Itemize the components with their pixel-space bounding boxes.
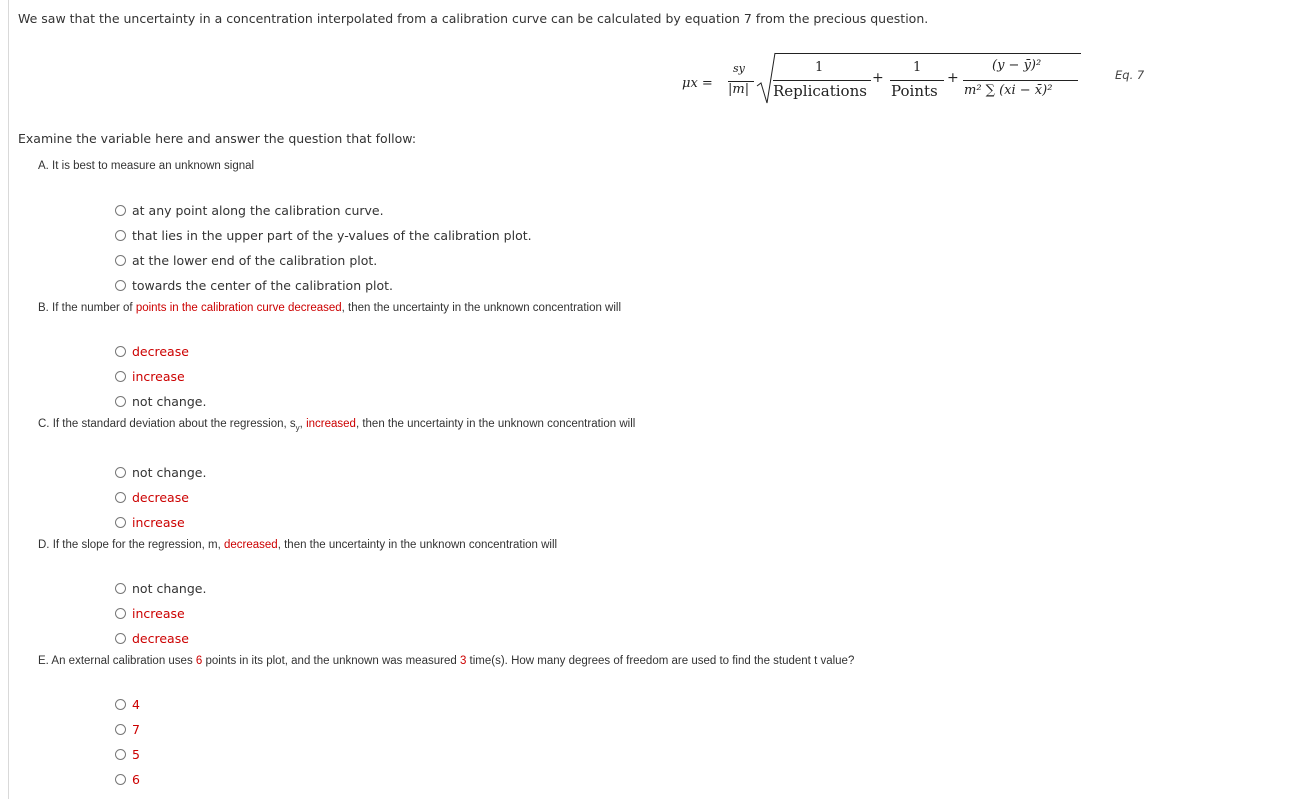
term3-den: m² ∑ (xi − x̄)²	[964, 83, 1053, 98]
question-d-highlight: decreased	[224, 539, 278, 551]
option-e4[interactable]: 6	[115, 772, 140, 787]
left-border	[8, 0, 9, 799]
question-e-text: E. An external calibration uses 6 points in its plot, and the unknown was measured 3 time(s). How many degrees of freedom are used to find the student t value?	[38, 655, 855, 667]
question-c-highlight: increased	[306, 418, 356, 430]
examine-text: Examine the variable here and answer the question that follow:	[18, 131, 417, 146]
question-c-text: C. If the standard deviation about the regression, $s_y$, increased, then the uncertainty in the unknown concentration will	[38, 418, 636, 433]
radio-icon[interactable]	[115, 255, 126, 266]
equation-7	[680, 50, 1090, 110]
question-b-text: B. If the number of points in the calibration curve decreased, then the uncertainty in the unknown concentration will	[38, 302, 622, 314]
question-e-points: 6	[195, 655, 203, 667]
option-b3[interactable]: not change.	[115, 394, 206, 409]
radio-icon[interactable]	[115, 230, 126, 241]
equation-label: Eq. 7	[1115, 68, 1145, 82]
term1-den: Replications	[773, 82, 867, 100]
option-e2[interactable]: 7	[115, 722, 140, 737]
question-a-text: A. It is best to measure an unknown signal	[38, 160, 255, 172]
option-c2[interactable]: decrease	[115, 490, 189, 505]
radio-icon[interactable]	[115, 608, 126, 619]
option-b1[interactable]: decrease	[115, 344, 189, 359]
radio-icon[interactable]	[115, 583, 126, 594]
plus-1: +	[872, 70, 884, 86]
radio-icon[interactable]	[115, 205, 126, 216]
question-e-reps: 3	[459, 655, 467, 667]
option-a2[interactable]: that lies in the upper part of the y-values of the calibration plot.	[115, 228, 532, 243]
option-b2[interactable]: increase	[115, 369, 185, 384]
radio-icon[interactable]	[115, 371, 126, 382]
equation-m-abs: |m|	[728, 82, 750, 97]
radio-icon[interactable]	[115, 749, 126, 760]
radio-icon[interactable]	[115, 774, 126, 785]
radio-icon[interactable]	[115, 699, 126, 710]
question-b-highlight: points in the calibration curve decreased	[135, 302, 342, 314]
question-d-text: D. If the slope for the regression, m, decreased, then the uncertainty in the unknown concentration will	[38, 539, 558, 551]
option-a3[interactable]: at the lower end of the calibration plot.	[115, 253, 377, 268]
plus-2: +	[947, 70, 959, 86]
option-d3[interactable]: decrease	[115, 631, 189, 646]
option-e3[interactable]: 5	[115, 747, 140, 762]
radio-icon[interactable]	[115, 517, 126, 528]
equation-sy: sy	[733, 62, 745, 75]
option-e1[interactable]: 4	[115, 697, 140, 712]
radio-icon[interactable]	[115, 346, 126, 357]
intro-text: We saw that the uncertainty in a concentration interpolated from a calibration curve can be calculated by equation 7 from the precious question.	[18, 11, 929, 26]
radio-icon[interactable]	[115, 633, 126, 644]
radio-icon[interactable]	[115, 724, 126, 735]
radio-icon[interactable]	[115, 492, 126, 503]
radio-icon[interactable]	[115, 467, 126, 478]
radio-icon[interactable]	[115, 280, 126, 291]
option-c3[interactable]: increase	[115, 515, 185, 530]
radio-icon[interactable]	[115, 396, 126, 407]
option-a1[interactable]: at any point along the calibration curve.	[115, 203, 384, 218]
option-a4[interactable]: towards the center of the calibration plot.	[115, 278, 393, 293]
option-c1[interactable]: not change.	[115, 465, 206, 480]
term1-num: 1	[815, 60, 824, 75]
option-d2[interactable]: increase	[115, 606, 185, 621]
equation-lhs: μx =	[682, 76, 713, 91]
option-d1[interactable]: not change.	[115, 581, 206, 596]
term2-num: 1	[913, 60, 922, 75]
term2-den: Points	[891, 82, 938, 100]
term3-num: (y − ȳ)²	[992, 58, 1042, 73]
